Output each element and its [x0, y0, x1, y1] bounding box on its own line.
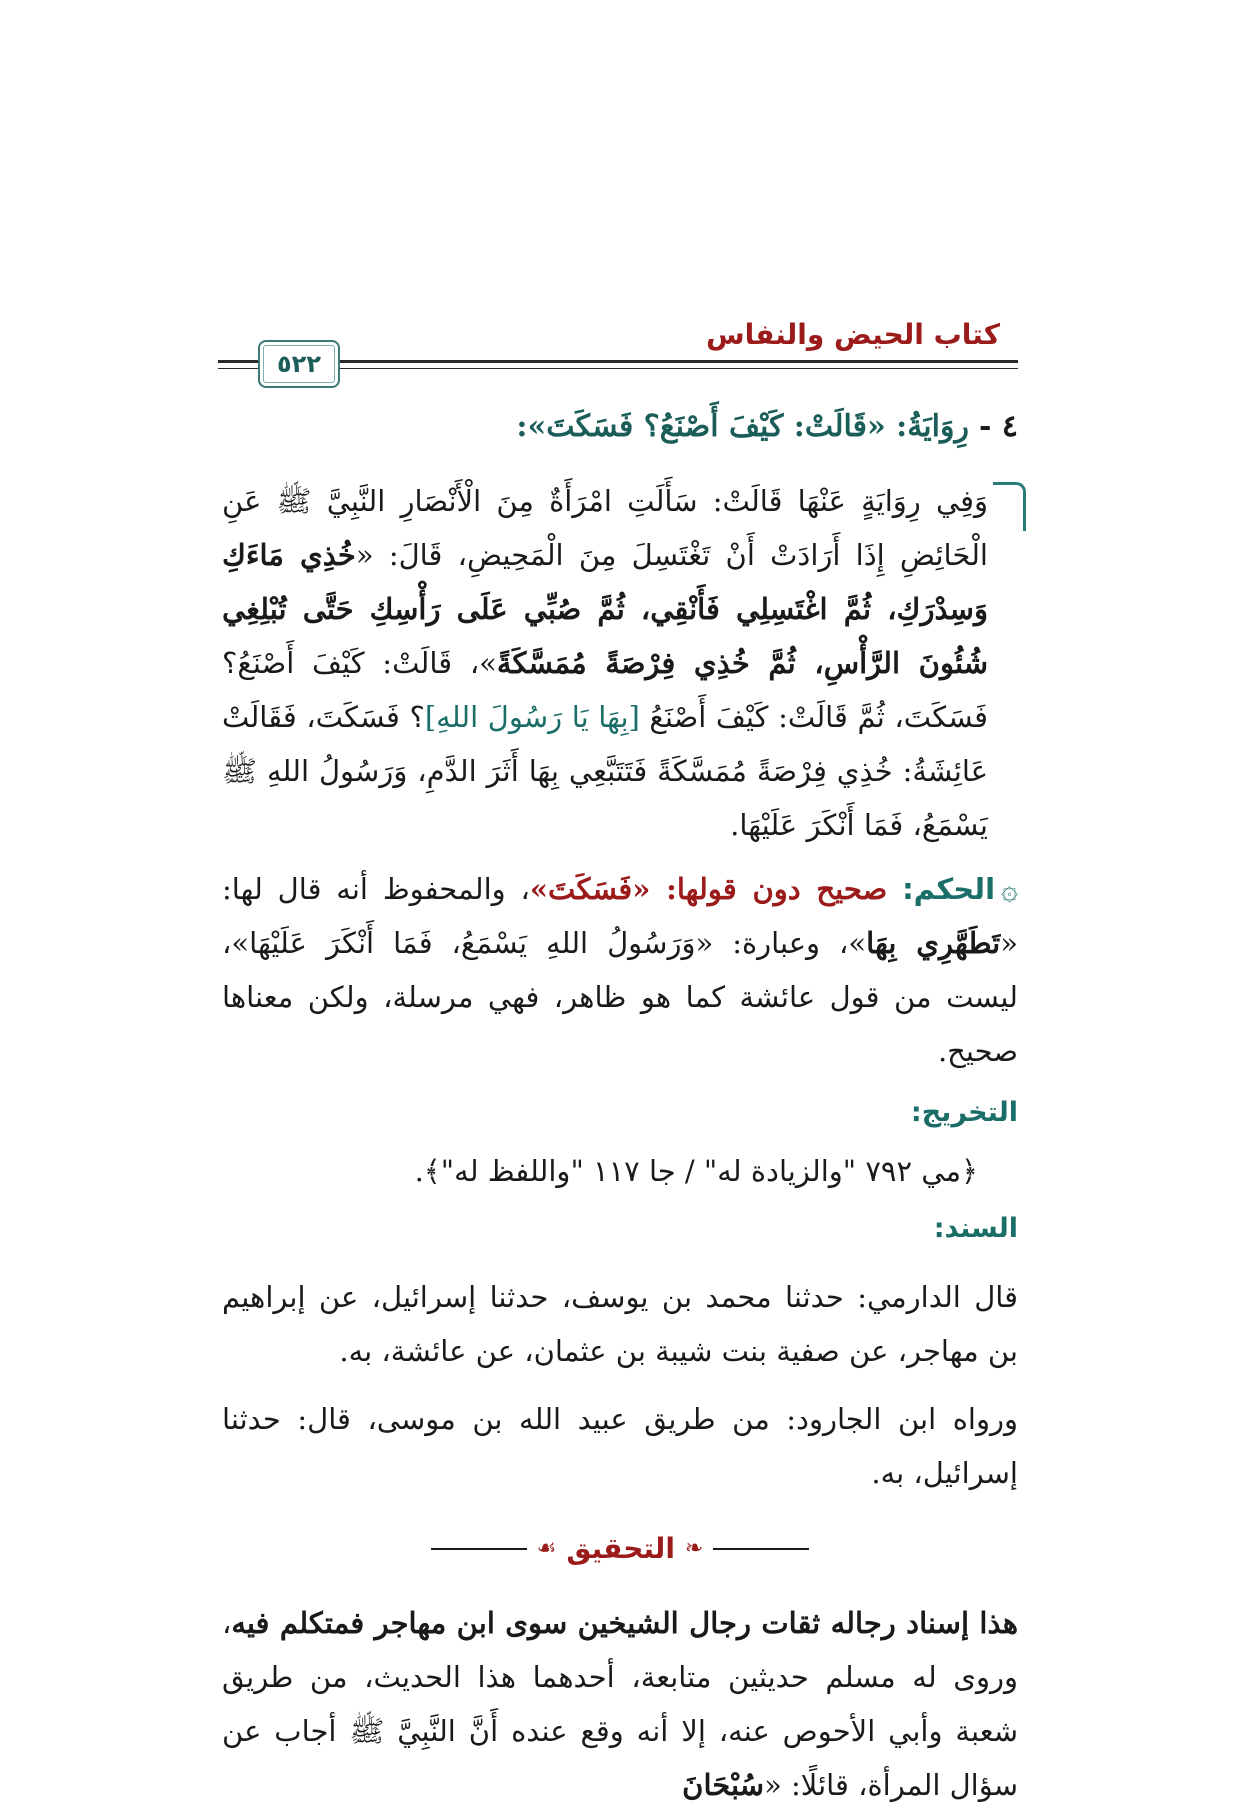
tahqiq-bold-end: سُبْحَانَ [682, 1768, 765, 1802]
ruling-label: الحكم: [902, 872, 996, 906]
ruling-block [222, 862, 1018, 1078]
ruling-text-1: ، والمحفوظ أنه قال لها: « [222, 872, 1018, 960]
page-number: ٥٢٢ [258, 340, 340, 388]
ruling-text-2: »، وعبارة: «وَرَسُولُ اللهِ يَسْمَعُ، فَمَا أَنْكَرَ عَلَيْهَا»، ليست من قول عائشة كما هو ظاهر، فهي مرسلة، ولكن معناها صحيح. [222, 926, 1018, 1068]
tahqiq-divider [222, 1522, 1018, 1576]
hadith-part-1: وَفِي رِوَايَةٍ عَنْهَا قَالَتْ: سَأَلَتِ امْرَأَةٌ مِنَ الْأَنْصَارِ النَّبِيَّ ﷺ عَنِ الْحَائِضِ إِذَا أَرَادَتْ أَنْ تَغْتَسِلَ مِنَ الْمَحِيضِ، قَالَ: « [222, 484, 988, 572]
hadith-bold-quote: خُذِي مَاءَكِ وَسِدْرَكِ، ثُمَّ اغْتَسِلِي فَأَنْقِي، ثُمَّ صُبِّي عَلَى رَأْسِكِ حَتَّى تُبْلِغِي شُئُونَ الرَّأْسِ، ثُمَّ خُذِي فِرْصَةً مُمَسَّكَةً [222, 538, 988, 680]
tahqiq-text: ، وروى له مسلم حديثين متابعة، أحدهما هذا الحديث، من طريق شعبة وأبي الأحوص عنه، إلا أنه وقع عنده أَنَّ النَّبِيَّ ﷺ أجاب عن سؤال المرأة، قائلًا: « [222, 1606, 1018, 1802]
ruling-bold-quote: تَطَهَّرِي بِهَا [866, 926, 1001, 960]
hadith-part-2: »، قَالَتْ: كَيْفَ أَصْنَعُ؟ فَسَكَتَ، ثُمَّ قَالَتْ: كَيْفَ أَصْنَعُ [222, 646, 988, 734]
divider-line-right [713, 1548, 809, 1550]
hadith-part-3: ؟ فَسَكَتَ، فَقَالَتْ عَائِشَةُ: خُذِي فِرْصَةً مُمَسَّكَةً فَتَتَبَّعِي بِهَا أَثَرَ الدَّمِ، وَرَسُولُ اللهِ ﷺ يَسْمَعُ، فَمَا أَنْكَرَ عَلَيْهَا. [222, 700, 988, 842]
tahqiq-paragraph [222, 1596, 1018, 1812]
divider-ornament-icon: ❧ [684, 1536, 704, 1561]
section-heading [222, 400, 1018, 454]
ornament-icon: ۞ [1001, 872, 1019, 906]
sanad-paragraph-2: ورواه ابن الجارود: من طريق عبيد الله بن موسى، قال: حدثنا إسرائيل، به. [222, 1402, 1018, 1490]
book-title: كتاب الحيض والنفاس [705, 318, 1000, 351]
ruling-verdict: صحيح دون قولها: «فَسَكَتَ» [529, 872, 888, 906]
divider-line-left [431, 1548, 527, 1550]
section-number: ٤ - [978, 409, 1018, 444]
page-content [222, 400, 1018, 1818]
hadith-bracketed-addition: [بِهَا يَا رَسُولَ اللهِ] [424, 700, 640, 734]
tahqiq-bold-lead: هذا إسناد رجاله ثقات رجال الشيخين سوى ابن مهاجر فمتكلم فيه [231, 1606, 1018, 1640]
sanad-paragraph-1: قال الدارمي: حدثنا محمد بن يوسف، حدثنا إسرائيل، عن إبراهيم بن مهاجر، عن صفية بنت شيبة بن عثمان، عن عائشة، به. [222, 1280, 1018, 1368]
divider-ornament-icon: ☙ [536, 1536, 557, 1561]
takhrij-label: التخريج: [910, 1097, 1018, 1128]
takhrij-references: ﴿مي ٧٩٢ "والزيادة له" / جا ١١٧ "واللفظ له"﴾. [414, 1154, 978, 1188]
hadith-text [222, 474, 1018, 852]
section-title: رِوَايَةُ: «قَالَتْ: كَيْفَ أَصْنَعُ؟ فَسَكَتَ»: [516, 409, 969, 444]
page-header [218, 318, 1018, 388]
sanad-label: السند: [933, 1213, 1018, 1244]
corner-ornament-icon [993, 482, 1026, 531]
tahqiq-title: التحقيق [566, 1532, 675, 1565]
